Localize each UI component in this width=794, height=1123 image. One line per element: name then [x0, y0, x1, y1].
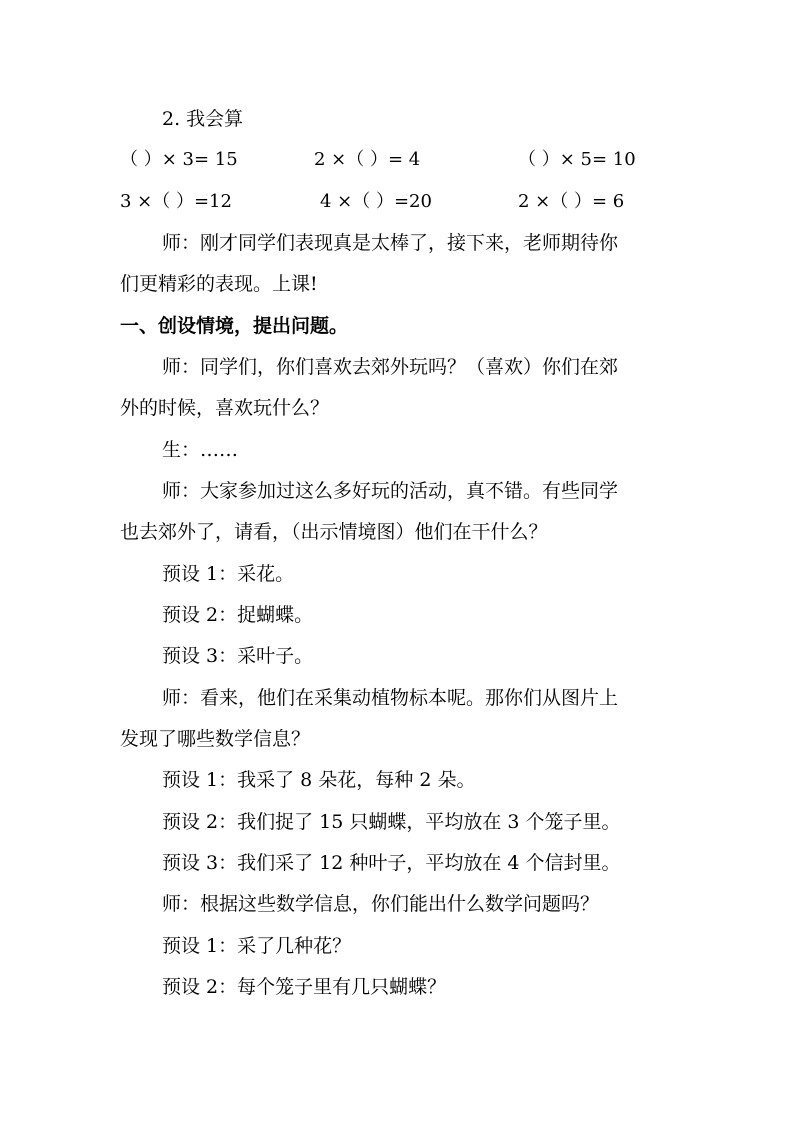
exercise-item: 4 ×（ ）=20 — [320, 191, 432, 212]
paragraph-line: 预设 2：我们捉了 15 只蝴蝶，平均放在 3 个笼子里。 — [162, 811, 621, 833]
section-heading: 一、创设情境，提出问题。 — [120, 315, 349, 337]
paragraph-line: 师：大家参加过这么多好玩的活动，真不错。有些同学 — [162, 480, 619, 502]
exercise-item: （ ）× 5= 10 — [518, 149, 636, 170]
paragraph-line: 生：…… — [162, 439, 239, 461]
exercise-item: 3 ×（ ）=12 — [120, 191, 232, 212]
paragraph-line: 们更精彩的表现。上课! — [120, 273, 318, 295]
paragraph-line: 师：同学们，你们喜欢去郊外玩吗？（喜欢）你们在郊 — [162, 356, 619, 378]
paragraph-line: 预设 2：每个笼子里有几只蝴蝶？ — [162, 976, 447, 998]
paragraph-line: 预设 1：采花。 — [162, 563, 295, 585]
exercise-item: （ ）× 3= 15 — [120, 149, 238, 170]
paragraph-line: 师：刚才同学们表现真是太棒了，接下来，老师期待你 — [162, 232, 619, 254]
paragraph-line: 预设 1：采了几种花？ — [162, 935, 352, 957]
paragraph-line: 师：看来，他们在采集动植物标本呢。那你们从图片上 — [162, 687, 619, 709]
paragraph-line: 预设 3：我们采了 12 种叶子，平均放在 4 个信封里。 — [162, 852, 621, 874]
paragraph-line: 师：根据这些数学信息，你们能出什么数学问题吗？ — [162, 893, 600, 915]
exercise-item: 2 ×（ ）= 6 — [518, 191, 625, 212]
exercise-item: 2 ×（ ）= 4 — [314, 149, 421, 170]
paragraph-line: 发现了哪些数学信息？ — [120, 728, 311, 750]
paragraph-line: 预设 2：捉蝴蝶。 — [162, 604, 314, 626]
paragraph-line: 外的时候，喜欢玩什么？ — [120, 397, 330, 419]
paragraph-line: 也去郊外了，请看，（出示情境图）他们在干什么？ — [120, 521, 548, 543]
section-title: 2. 我会算 — [162, 108, 244, 130]
paragraph-line: 预设 1：我采了 8 朵花，每种 2 朵。 — [162, 769, 476, 791]
paragraph-line: 预设 3：采叶子。 — [162, 645, 314, 667]
